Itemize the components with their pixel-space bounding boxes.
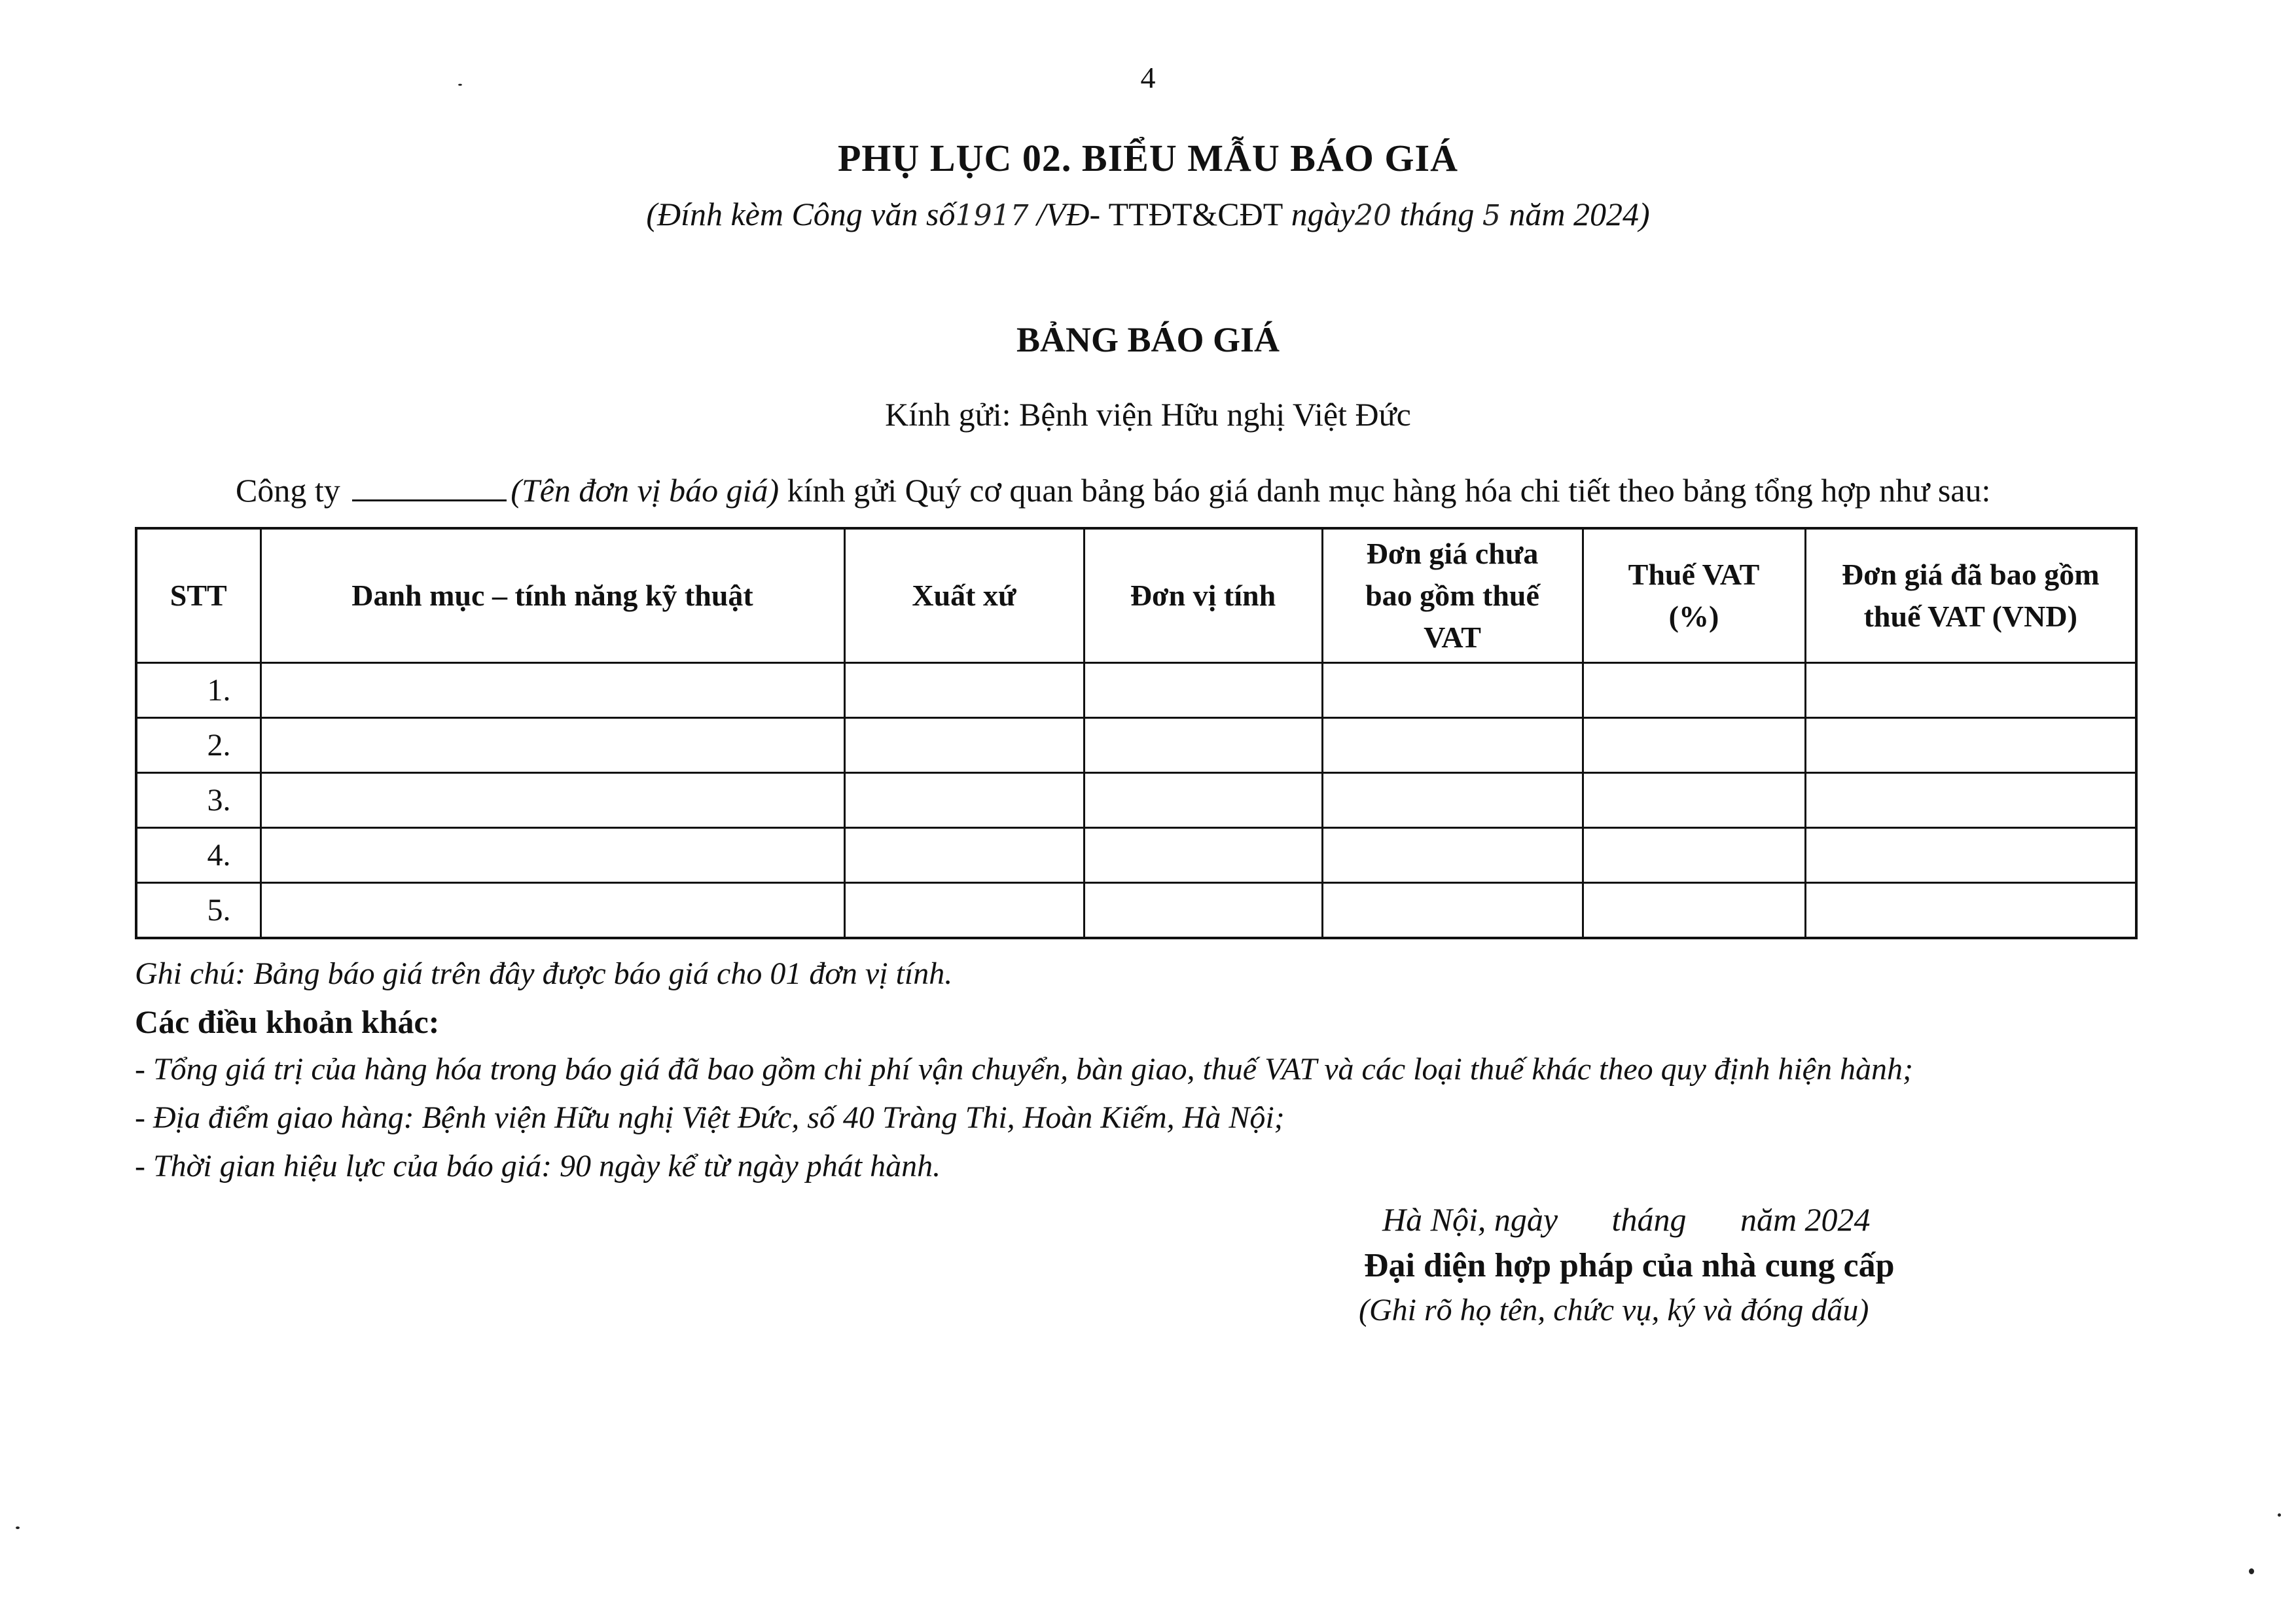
row-number: 1. xyxy=(136,663,260,718)
table-row xyxy=(136,663,2136,718)
scan-speck xyxy=(458,84,462,86)
term-item: - Thời gian hiệu lực của báo giá: 90 ngày kể từ ngày phát hành. xyxy=(135,1149,941,1183)
intro-paragraph xyxy=(236,471,1990,509)
recipient-line: Kính gửi: Bệnh viện Hữu nghị Việt Đức xyxy=(885,396,1411,433)
header-price-incl-vat: Đơn giá đã bao gồm thuế VAT (VND) xyxy=(1805,528,2136,663)
cell-price-excl[interactable] xyxy=(1322,718,1583,773)
header-vat-percent: Thuế VAT (%) xyxy=(1583,528,1805,663)
cell-price-excl[interactable] xyxy=(1322,883,1583,939)
appendix-title: PHỤ LỤC 02. BIỂU MẪU BÁO GIÁ xyxy=(838,137,1458,179)
cell-unit[interactable] xyxy=(1084,828,1322,883)
cell-vat[interactable] xyxy=(1583,663,1805,718)
company-hint: (Tên đơn vị báo giá) xyxy=(511,472,780,509)
cell-item[interactable] xyxy=(260,828,844,883)
cell-unit[interactable] xyxy=(1084,883,1322,939)
term-item: - Tổng giá trị của hàng hóa trong báo giá đã bao gồm chi phí vận chuyển, bàn giao, thuế VAT và các loại thuế khác theo quy định hiện hành; xyxy=(135,1052,1913,1087)
row-number: 2. xyxy=(136,718,260,773)
cell-item[interactable] xyxy=(260,718,844,773)
cell-item[interactable] xyxy=(260,883,844,939)
cell-price-excl[interactable] xyxy=(1322,828,1583,883)
table-header-row xyxy=(136,528,2136,663)
table-row xyxy=(136,773,2136,828)
cell-price-excl[interactable] xyxy=(1322,773,1583,828)
attachment-day-label: ngày xyxy=(1291,196,1355,232)
cell-price-incl[interactable] xyxy=(1805,828,2136,883)
signature-month: tháng xyxy=(1611,1201,1687,1238)
table-row xyxy=(136,718,2136,773)
terms-heading: Các điều khoản khác: xyxy=(135,1003,440,1040)
cell-origin[interactable] xyxy=(844,883,1084,939)
attachment-year: năm 2024) xyxy=(1509,196,1650,232)
scan-speck xyxy=(16,1526,20,1529)
attachment-prefix: (Đính kèm Công văn số xyxy=(646,196,956,232)
row-number: 5. xyxy=(136,883,260,939)
cell-unit[interactable] xyxy=(1084,773,1322,828)
cell-item[interactable] xyxy=(260,773,844,828)
header-stt: STT xyxy=(136,528,260,663)
intro-body: kính gửi Quý cơ quan bảng báo giá danh mục hàng hóa chi tiết theo bảng tổng hợp như sau: xyxy=(787,472,1991,509)
cell-vat[interactable] xyxy=(1583,883,1805,939)
page-number: 4 xyxy=(1140,61,1156,94)
cell-vat[interactable] xyxy=(1583,773,1805,828)
signature-role: Đại diện hợp pháp của nhà cung cấp xyxy=(1364,1247,1895,1284)
form-title: BẢNG BÁO GIÁ xyxy=(1016,320,1280,359)
cell-origin[interactable] xyxy=(844,773,1084,828)
quotation-table xyxy=(135,527,2138,939)
cell-price-excl[interactable] xyxy=(1322,663,1583,718)
header-price-excl-vat: Đơn giá chưa bao gồm thuế VAT xyxy=(1322,528,1583,663)
cell-unit[interactable] xyxy=(1084,718,1322,773)
term-item: - Địa điểm giao hàng: Bệnh viện Hữu nghị Việt Đức, số 40 Tràng Thi, Hoàn Kiếm, Hà Nội; xyxy=(135,1100,1285,1135)
cell-origin[interactable] xyxy=(844,663,1084,718)
cell-vat[interactable] xyxy=(1583,828,1805,883)
scan-speck xyxy=(2249,1568,2254,1574)
header-item-description: Danh mục – tính năng kỹ thuật xyxy=(260,528,844,663)
attachment-month-label: tháng xyxy=(1399,196,1475,232)
table-row xyxy=(136,883,2136,939)
cell-price-incl[interactable] xyxy=(1805,773,2136,828)
signature-year: năm 2024 xyxy=(1740,1201,1871,1238)
cell-origin[interactable] xyxy=(844,718,1084,773)
cell-price-incl[interactable] xyxy=(1805,663,2136,718)
table-row xyxy=(136,828,2136,883)
header-origin: Xuất xứ xyxy=(844,528,1084,663)
handwritten-day: 20 xyxy=(1355,199,1391,232)
signature-date-line xyxy=(1382,1200,1871,1238)
attachment-dept: TTĐT&CĐT xyxy=(1108,196,1283,232)
table-note: Ghi chú: Bảng báo giá trên đây được báo giá cho 01 đơn vị tính. xyxy=(135,956,953,991)
company-name-blank[interactable] xyxy=(352,477,507,501)
cell-price-incl[interactable] xyxy=(1805,718,2136,773)
handwritten-doc-number: 1917 xyxy=(955,199,1029,232)
cell-unit[interactable] xyxy=(1084,663,1322,718)
cell-price-incl[interactable] xyxy=(1805,883,2136,939)
attachment-doc-suffix: /VĐ- xyxy=(1036,196,1101,232)
company-label: Công ty xyxy=(236,472,340,509)
cell-vat[interactable] xyxy=(1583,718,1805,773)
signature-hint: (Ghi rõ họ tên, chức vụ, ký và đóng dấu) xyxy=(1359,1293,1869,1327)
attachment-line xyxy=(0,195,2296,233)
row-number: 4. xyxy=(136,828,260,883)
scan-speck xyxy=(2278,1513,2281,1517)
handwritten-month: 5 xyxy=(1482,199,1501,232)
cell-origin[interactable] xyxy=(844,828,1084,883)
cell-item[interactable] xyxy=(260,663,844,718)
header-unit: Đơn vị tính xyxy=(1084,528,1322,663)
row-number: 3. xyxy=(136,773,260,828)
signature-place-date: Hà Nội, ngày xyxy=(1382,1201,1558,1238)
